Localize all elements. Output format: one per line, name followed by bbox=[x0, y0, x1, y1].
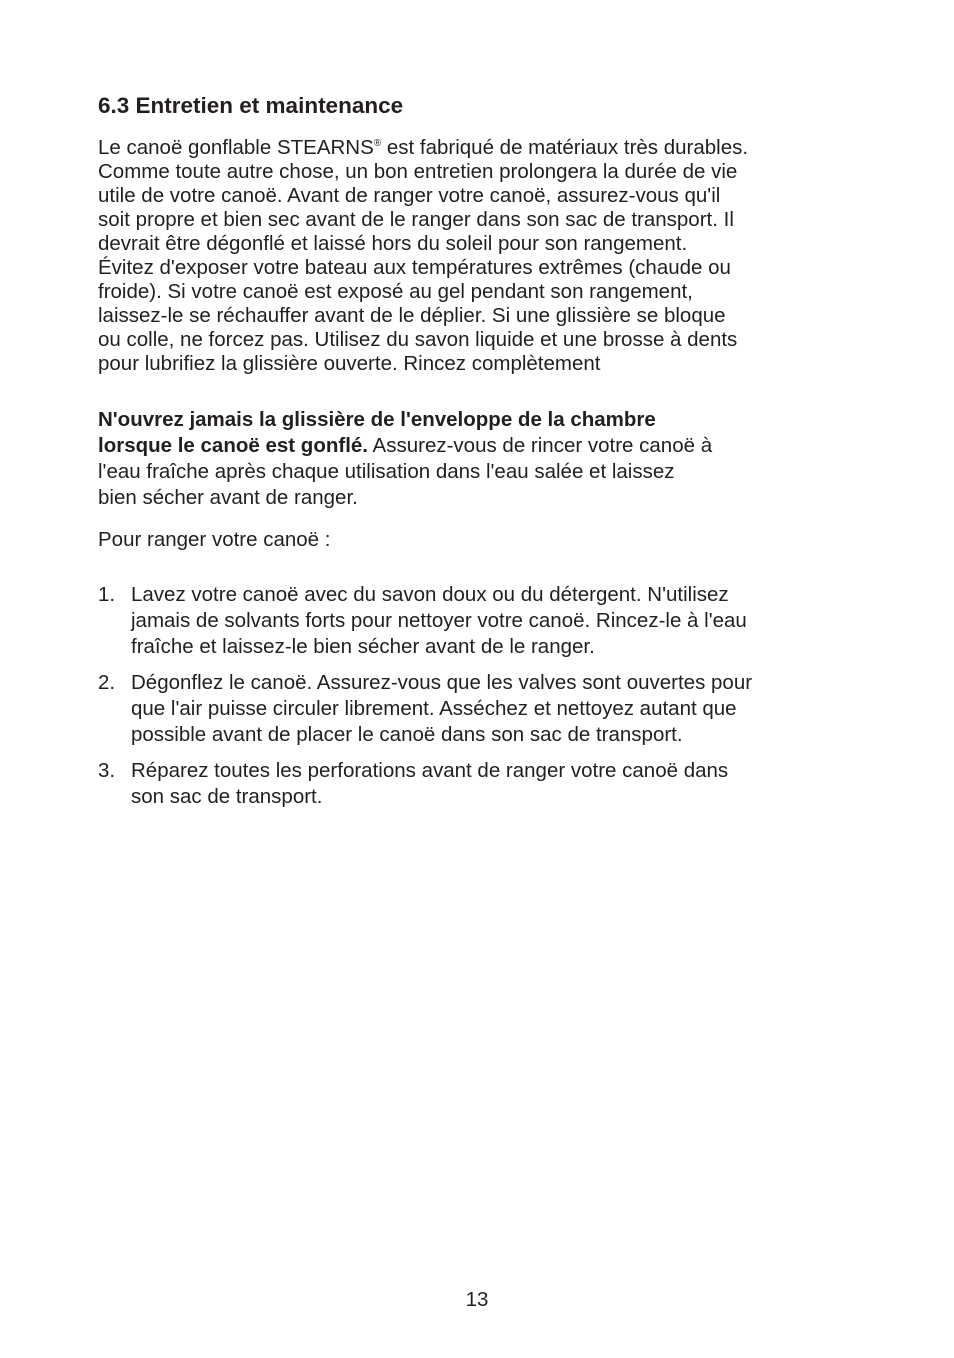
warning-paragraph bbox=[98, 407, 868, 511]
warning-bold-line1: N'ouvrez jamais la glissière de l'enveloppe de la chambre bbox=[98, 408, 656, 431]
storage-steps-list bbox=[98, 582, 868, 810]
list-item bbox=[98, 582, 868, 660]
intro-lead: Le canoë gonflable STEARNS bbox=[98, 136, 374, 159]
step-line: son sac de transport. bbox=[131, 785, 323, 808]
step-text bbox=[131, 758, 868, 810]
intro-line: utile de votre canoë. Avant de ranger votre canoë, assurez-vous qu'il bbox=[98, 184, 721, 207]
intro-line: laissez-le se réchauffer avant de le déplier. Si une glissière se bloque bbox=[98, 304, 726, 327]
intro-line1-rest: est fabriqué de matériaux très durables. bbox=[381, 136, 749, 159]
step-line: jamais de solvants forts pour nettoyer votre canoë. Rincez-le à l'eau bbox=[131, 609, 747, 632]
registered-mark: ® bbox=[373, 138, 382, 150]
intro-line: soit propre et bien sec avant de le ranger dans son sac de transport. Il bbox=[98, 208, 734, 231]
intro-line: Comme toute autre chose, un bon entretien prolongera la durée de vie bbox=[98, 160, 738, 183]
warning-line4: bien sécher avant de ranger. bbox=[98, 486, 358, 509]
step-line: que l'air puisse circuler librement. Asséchez et nettoyez autant que bbox=[131, 697, 737, 720]
step-text bbox=[131, 670, 868, 748]
step-line: Dégonflez le canoë. Assurez-vous que les valves sont ouvertes pour bbox=[131, 671, 753, 694]
list-item bbox=[98, 758, 868, 810]
warning-rest-line2: Assurez-vous de rincer votre canoë à bbox=[367, 434, 713, 457]
document-page bbox=[98, 88, 868, 820]
storage-intro: Pour ranger votre canoë : bbox=[98, 528, 331, 551]
step-line: fraîche et laissez-le bien sécher avant de le ranger. bbox=[131, 635, 595, 658]
page-number: 13 bbox=[465, 1288, 489, 1311]
step-number: 1. bbox=[98, 583, 116, 606]
step-number: 3. bbox=[98, 759, 116, 782]
list-item bbox=[98, 670, 868, 748]
step-line: possible avant de placer le canoë dans son sac de transport. bbox=[131, 723, 683, 746]
step-line: Réparez toutes les perforations avant de ranger votre canoë dans bbox=[131, 759, 729, 782]
intro-line: devrait être dégonflé et laissé hors du soleil pour son rangement. bbox=[98, 232, 688, 255]
intro-line: froide). Si votre canoë est exposé au gel pendant son rangement, bbox=[98, 280, 693, 303]
step-number: 2. bbox=[98, 671, 116, 694]
intro-paragraph bbox=[98, 136, 868, 376]
warning-bold-line2: lorsque le canoë est gonflé. bbox=[98, 434, 368, 457]
step-line: Lavez votre canoë avec du savon doux ou du détergent. N'utilisez bbox=[131, 583, 729, 606]
step-text bbox=[131, 582, 868, 660]
section-title: 6.3 Entretien et maintenance bbox=[98, 93, 404, 118]
warning-line3: l'eau fraîche après chaque utilisation dans l'eau salée et laissez bbox=[98, 460, 675, 483]
intro-line: ou colle, ne forcez pas. Utilisez du savon liquide et une brosse à dents bbox=[98, 328, 738, 351]
intro-line: Évitez d'exposer votre bateau aux températures extrêmes (chaude ou bbox=[98, 256, 731, 279]
intro-line: pour lubrifiez la glissière ouverte. Rincez complètement bbox=[98, 352, 601, 375]
